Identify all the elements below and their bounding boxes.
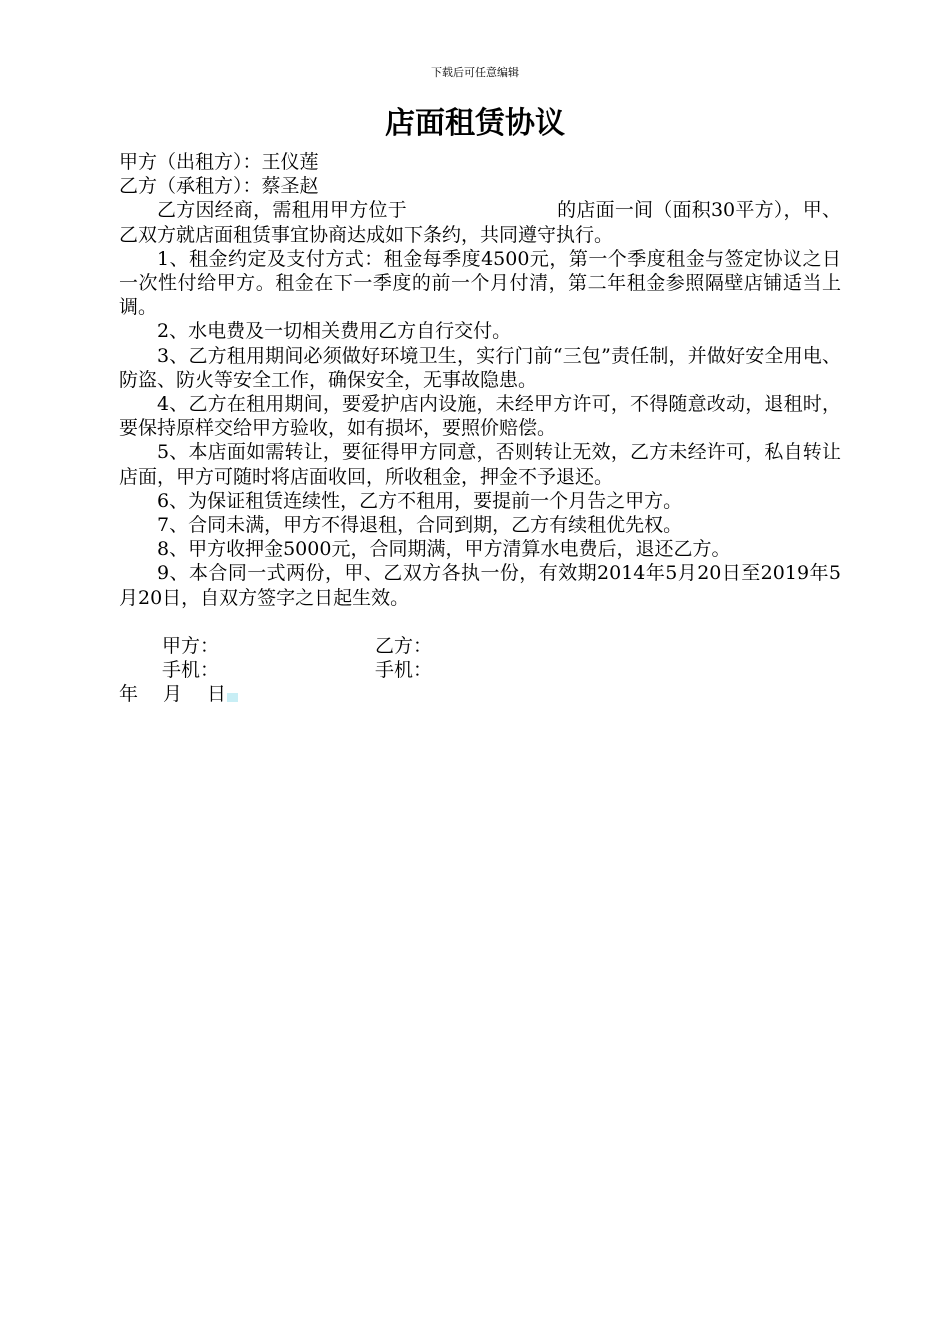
signature-row xyxy=(119,634,841,658)
clause-8: 8、甲方收押金5000元，合同期满，甲方清算水电费后，退还乙方。 xyxy=(157,538,731,561)
header-note: 下载后可任意编辑 xyxy=(431,66,519,79)
intro-text-before: 乙方因经商，需租用甲方位于 xyxy=(157,199,407,222)
date-month: 月 xyxy=(163,683,183,706)
document-title: 店面租赁协议 xyxy=(385,106,565,141)
clause-2: 2、水电费及一切相关费用乙方自行交付。 xyxy=(157,320,512,343)
clause-1: 1、租金约定及支付方式：租金每季度4500元，第一个季度租金与签定协议之日一次性付给甲方。租金在下一季度的前一个月付清，第二年租金参照隔壁店铺适当上调。 xyxy=(119,247,841,319)
clause-3: 3、乙方租用期间必须做好环境卫生，实行门前“三包”责任制，并做好安全用电、防盗、防火等安全工作，确保安全，无事故隐患。 xyxy=(119,344,841,391)
date-row xyxy=(119,682,841,706)
signature-spacer xyxy=(119,610,841,634)
party-b-line: 乙方（承租方）：蔡圣赵 xyxy=(119,175,319,198)
clause-5: 5、本店面如需转让，要征得甲方同意，否则转让无效，乙方未经许可，私自转让店面，甲方可随时将店面收回，所收租金，押金不予退还。 xyxy=(119,441,841,488)
party-a-signature-label: 甲方： xyxy=(162,635,220,658)
clause-9: 9、本合同一式两份，甲、乙双方各执一份，有效期2014年5月20日至2019年5月20日，自双方签字之日起生效。 xyxy=(119,562,841,609)
clause-6: 6、为保证租赁连续性，乙方不租用，要提前一个月告之甲方。 xyxy=(157,489,683,512)
party-b-signature-label: 乙方： xyxy=(375,635,433,658)
intro-paragraph xyxy=(119,198,841,246)
party-b-phone-label: 手机： xyxy=(375,659,433,682)
phone-row xyxy=(119,658,841,682)
agreement-body xyxy=(119,150,841,707)
party-a-line: 甲方（出租方）：王仪莲 xyxy=(119,151,319,173)
intro-text-after: 的店面一间（面积30平方），甲、乙双方就店面租赁事宜协商达成如下条约，共同遵守执行。 xyxy=(119,199,841,246)
clause-7: 7、合同未满，甲方不得退租，合同到期，乙方有续租优先权。 xyxy=(157,514,683,537)
date-day: 日 xyxy=(207,683,227,706)
clause-4: 4、乙方在租用期间，要爱护店内设施，未经甲方许可，不得随意改动，退租时，要保持原样交给甲方验收，如有损坏，要照价赔偿。 xyxy=(119,393,841,440)
text-cursor-highlight xyxy=(227,693,238,702)
party-a-phone-label: 手机： xyxy=(162,659,220,682)
date-year: 年 xyxy=(119,683,139,706)
